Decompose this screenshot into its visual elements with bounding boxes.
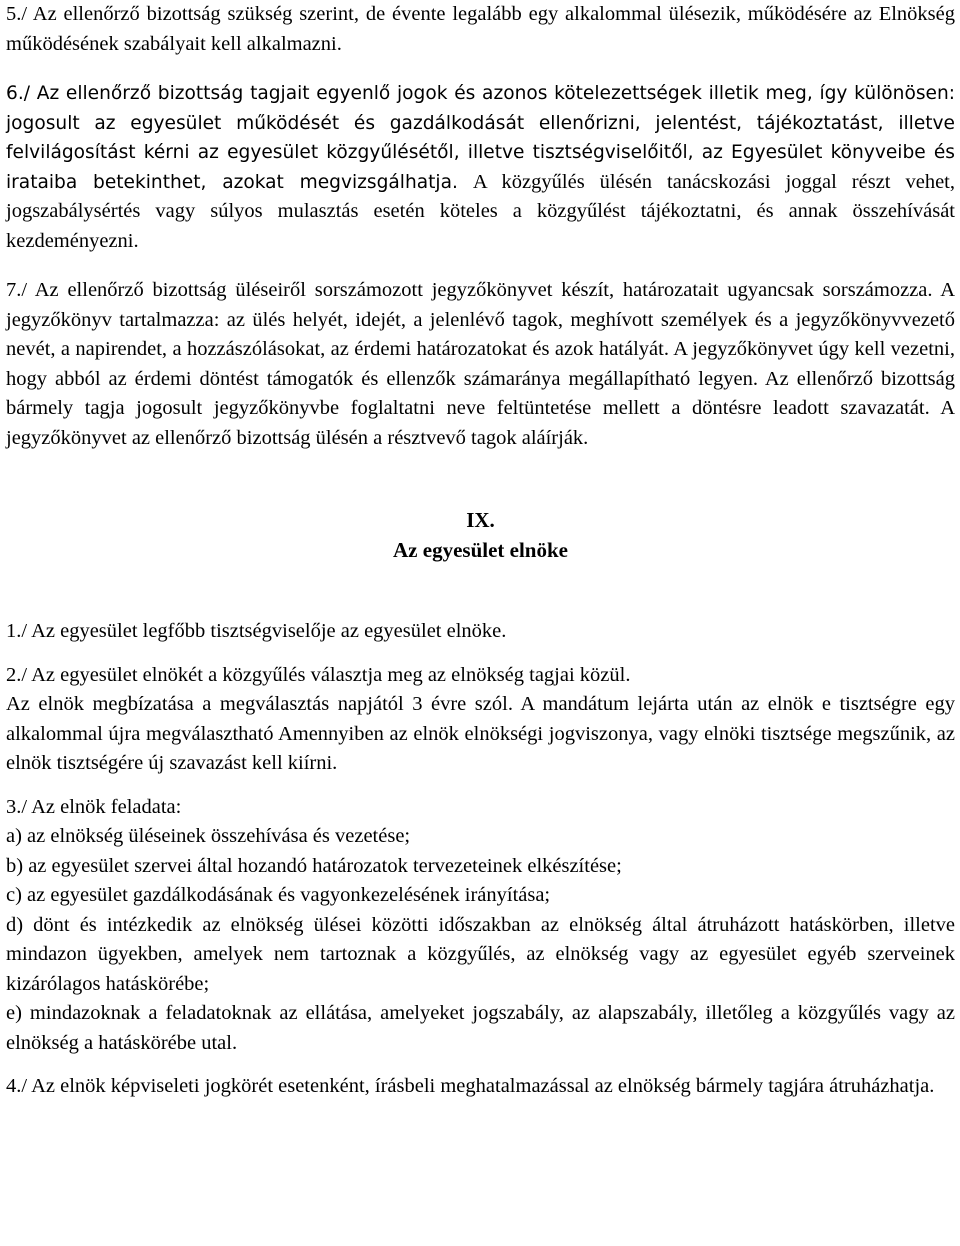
president-point-1: 1./ Az egyesület legfőbb tisztségviselője az egyesület elnöke. <box>6 620 507 642</box>
paragraph-5: 5./ Az ellenőrző bizottság szükség szerint, de évente legalább egy alkalommal ülésezik, működésére az Elnökség működésének szabályait kell alkalmazni. <box>6 3 955 55</box>
document-page <box>6 0 955 1102</box>
paragraph-6-continuation: A közgyűlés ülésén tanácskozási joggal részt vehet, jogszabálysértés vagy súlyos mulasztás esetén köteles a közgyűlést tájékoztatni, és annak összehívását kezdeményezni. <box>6 170 956 252</box>
paragraph-6 <box>6 79 955 256</box>
president-point-2: Az elnök megbízatása a megválasztás napjától 3 évre szól. A mandátum lejárta után az elnök e tisztségre egy alkalommal újra megválasztható Amennyiben az elnök elnökségi jogviszonya, vagy elnöki tisztsége megszűnik, az elnök tisztségére új szavazást kell kiírni. <box>6 693 955 774</box>
duty-item-d: d) dönt és intézkedik az elnökség ülései közötti időszakban az elnökség által átruházott hatáskörben, illetve mindazon ügyekben, amelyek nem tartoznak a közgyűlés, az elnökség vagy az egyesület egyéb szerveinek kizárólagos hatáskörébe; <box>6 913 955 995</box>
paragraph-7: 7./ Az ellenőrző bizottság üléseiről sorszámozott jegyzőkönyvet készít, határozatait ugyancsak sorszámozza. A jegyzőkönyv tartalmazza: az ülés helyét, idejét, a jelenlévő tagok, meghívott személyek és a jegyzőkönyvvezető nevét, a napirendet, a hozzászólásokat, az érdemi határozatokat és azok hatályát. A jegyzőkönyvet úgy kell vezetni, hogy abból az érdemi döntést támogatók és ellenzők számaránya megállapítható legyen. Az ellenőrző bizottság bármely tagja jogosult jegyzőkönyvbe foglaltatni neve feltüntetése mellett a döntésre leadott szavazatát. A jegyzőkönyvet az ellenőrző bizottság ülésén a résztvevő tagok aláírják. <box>6 279 955 449</box>
duty-item-c: c) az egyesület gazdálkodásának és vagyonkezelésének irányítása; <box>6 884 551 906</box>
section-number: IX. <box>466 508 495 532</box>
duty-item-b: b) az egyesület szervei által hozandó határozatok tervezeteinek elkészítése; <box>6 854 622 877</box>
duty-item-a: a) az elnökség üléseinek összehívása és vezetése; <box>6 825 411 847</box>
president-point-2-line-1: 2./ Az egyesület elnökét a közgyűlés választja meg az elnökség tagjai közül. <box>6 663 631 686</box>
section-title: Az egyesület elnöke <box>393 538 568 562</box>
paragraph-6-text: 6./ Az ellenőrző bizottság tagjait egyenlő jogok és azonos kötelezettségek illetik meg, így különösen: jogosult az egyesület működését és gazdálkodását ellenőrizni, jelentést, tájékoztatást, illetve felvilágosítást kérni az egyesület közgyűlésétől, illetve tisztségviselőitől, az Egyesület könyveibe és irataiba betekinthet, azokat megvizsgálhatja. <box>6 83 955 193</box>
duty-item-e: e) mindazoknak a feladatoknak az ellátása, amelyeket jogszabály, az alapszabály, illetőleg a közgyűlés vagy az elnökség a hatáskörébe utal. <box>6 1002 955 1054</box>
president-duties-title: 3./ Az elnök feladata: <box>6 795 182 818</box>
president-point-4: 4./ Az elnök képviseleti jogkörét esetenként, írásbeli meghatalmazással az elnökség bármely tagjára átruházhatja. <box>6 1075 935 1097</box>
